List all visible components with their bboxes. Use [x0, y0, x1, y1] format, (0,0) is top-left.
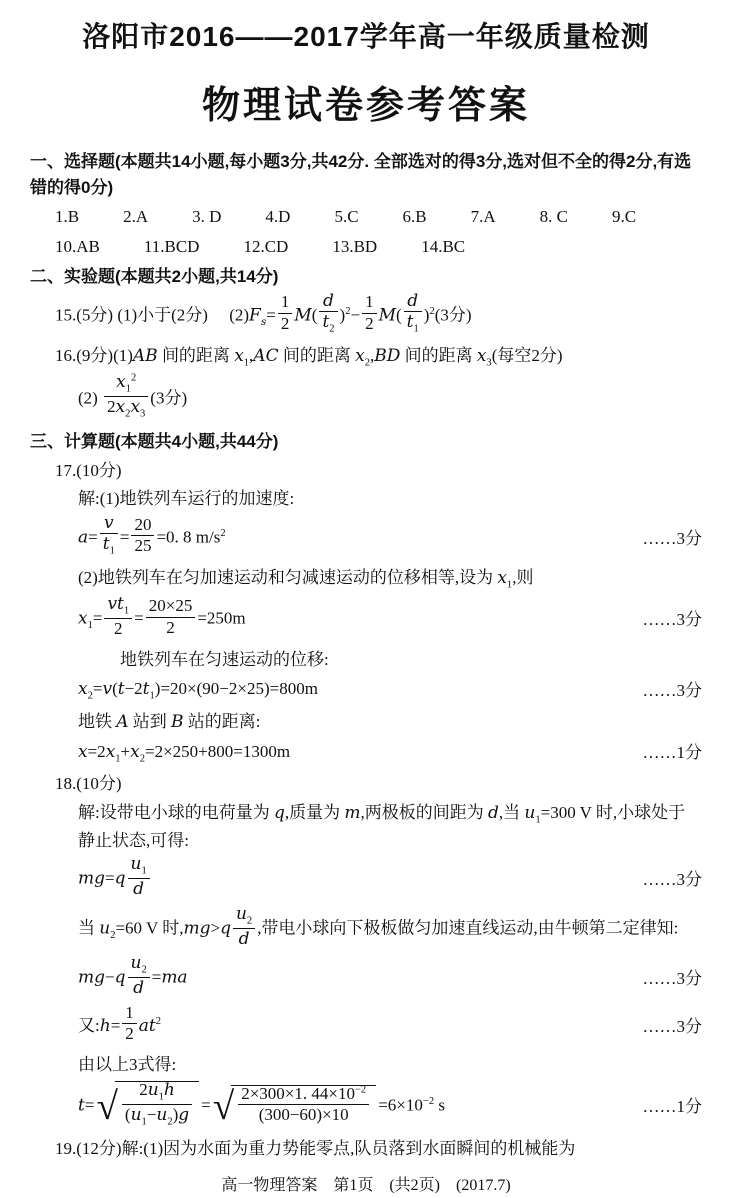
formula-17-total: $x=2x_1+x_2=2\times 250+800=1300m$ — [78, 742, 291, 765]
score-label: ……3分 — [642, 680, 702, 700]
answer-item: 13.BD — [332, 236, 378, 256]
solution-18-conclude-text: 由以上3式得: — [78, 1054, 177, 1074]
score-label: ……1分 — [642, 1096, 702, 1116]
solution-18-u2-text: 当 $u_2=60$ V 时,mg>q $\frac{u_2}{d}$ ,带电小球向下极板做匀加速直线运动,由牛顿第二定律知: — [78, 903, 679, 949]
answer-item: 9.C — [612, 207, 637, 226]
question-17-label: 17.(10分) — [55, 460, 122, 480]
choice-answers-row-1 — [55, 204, 702, 230]
question-16-line — [30, 343, 702, 371]
exam-title: 洛阳市2016——2017学年高一年级质量检测 — [82, 21, 650, 52]
answer-item: 12.CD — [243, 236, 289, 256]
formula-18-h: 又:h= $\frac{1}{2}$ $at^2$ — [78, 1002, 162, 1044]
solution-17-distance-text: 地铁 A 站到 B 站的距离: — [78, 711, 261, 732]
answer-item: 2.A — [123, 207, 149, 226]
answer-sheet-page — [30, 16, 702, 1198]
formula-17-total-line — [30, 739, 702, 767]
formula-18-balance: mg=q $\frac{u_1}{d}$ — [78, 857, 152, 902]
answer-item: 5.C — [334, 207, 359, 226]
answer-item: 7.A — [470, 207, 496, 226]
solution-17-uniform-text: 地铁列车在匀速运动的位移: — [120, 649, 329, 669]
answer-sheet-title: 物理试卷参考答案 — [201, 85, 530, 127]
formula-17-acceleration: a= $\frac{v}{t_1}$ = $\frac{20}{25}$ =0. 8 $m/s^2$ — [78, 512, 226, 557]
score-label: ……3分 — [642, 969, 702, 989]
score-label: ……1分 — [642, 743, 702, 763]
answer-item: 4.D — [265, 207, 291, 226]
formula-18-newton: mg−q $\frac{u_2}{d}$ =ma — [78, 953, 188, 999]
formula-17-x1: $x_1=$ $\frac{vt_1}{2}$ = $\frac{20\times 25}{2}$ =250m — [78, 594, 246, 639]
choice-answers-row-2 — [55, 234, 702, 260]
solution-17-part2-text: (2)地铁列车在匀加速运动和匀减速运动的位移相等,设为 $x_1$,则 — [78, 568, 534, 591]
section-choice-heading: 一、选择题(本题共14小题,每小题3分,共42分. 全部选对的得3分,选对但不全的得2分,有选错的得0分) — [30, 152, 692, 197]
score-label: ……3分 — [642, 610, 702, 630]
answer-item: 1.B — [55, 207, 80, 226]
answer-item: 6.B — [402, 207, 427, 226]
question-15-answer: 15.(5分) (1)小于(2分) $(2)F_s=$ $\frac{1}{2}$ M( $\frac{d}{t_2}$ )$^2$− $\frac{1}{2}$ M( $\frac{d}{t_1}$ )$^2$(3分) — [55, 290, 472, 335]
formula-18-t: t= √ $\frac{2u_1h}{(u_1-u_2)g}$ = √ $\frac{2\times 300\times 1. 44\times 10^{-2}}{(300-60)\times 10}$ $=6\times 10^{-2}$ s — [78, 1081, 445, 1132]
answer-item: 10.AB — [55, 236, 100, 256]
score-label: ……3分 — [642, 1016, 702, 1036]
solution-17-step1-text: 解:(1)地铁列车运行的加速度: — [78, 489, 295, 509]
solution-18-setup-text: 解:设带电小球的电荷量为 q,质量为 m,两极板的间距为 d,当 $u_1=300$ V 时,小球处于静止状态,可得: — [78, 802, 686, 850]
answer-item: 8. C — [539, 207, 568, 226]
formula-18-balance-line — [30, 854, 702, 902]
answer-item: 14.BC — [421, 236, 466, 256]
formula-18-t-line — [30, 1081, 702, 1132]
formula-17-x2: $x_2=v(t-2t_1)=20\times(90-2\times 25)=800m$ — [78, 679, 318, 702]
question-15-line — [30, 290, 702, 339]
formula-17-acceleration-line — [30, 512, 702, 561]
score-label: ……3分 — [642, 528, 702, 548]
question-16-answer: 16.(9分)(1)AB 间的距离 $x_1,AC$ 间的距离 $x_2,BD$ 间的距离 $x_3$(每空2分) — [55, 345, 563, 369]
radical-sign: √ — [96, 1084, 118, 1128]
section-experiment-heading: 二、实验题(本题共2小题,共14分) — [30, 267, 279, 286]
answer-item: 11.BCD — [143, 236, 200, 256]
question-18-label: 18.(10分) — [55, 774, 122, 794]
section-calculation-heading: 三、计算题(本题共4小题,共44分) — [30, 432, 279, 452]
formula-17-x2-line — [30, 676, 702, 704]
question-19-line: 19.(12分)解:(1)因为水面为重力势能零点,队员落到水面瞬间的机械能为 — [55, 1139, 576, 1159]
formula-17-x1-line — [30, 594, 702, 642]
question-16-part2-line — [30, 372, 702, 424]
score-label: ……3分 — [642, 870, 702, 890]
answer-item: 3. D — [192, 207, 222, 226]
radical-sign: √ — [212, 1084, 235, 1128]
formula-18-newton-line — [30, 953, 702, 1001]
formula-18-h-line — [30, 1002, 702, 1048]
page-footer: 高一物理答案 第1页 (共2页) (2017.7) — [221, 1176, 511, 1194]
question-16-part2-answer: (2) $\frac{x_1^2}{2x_2x_3}$ (3分) — [78, 372, 188, 420]
